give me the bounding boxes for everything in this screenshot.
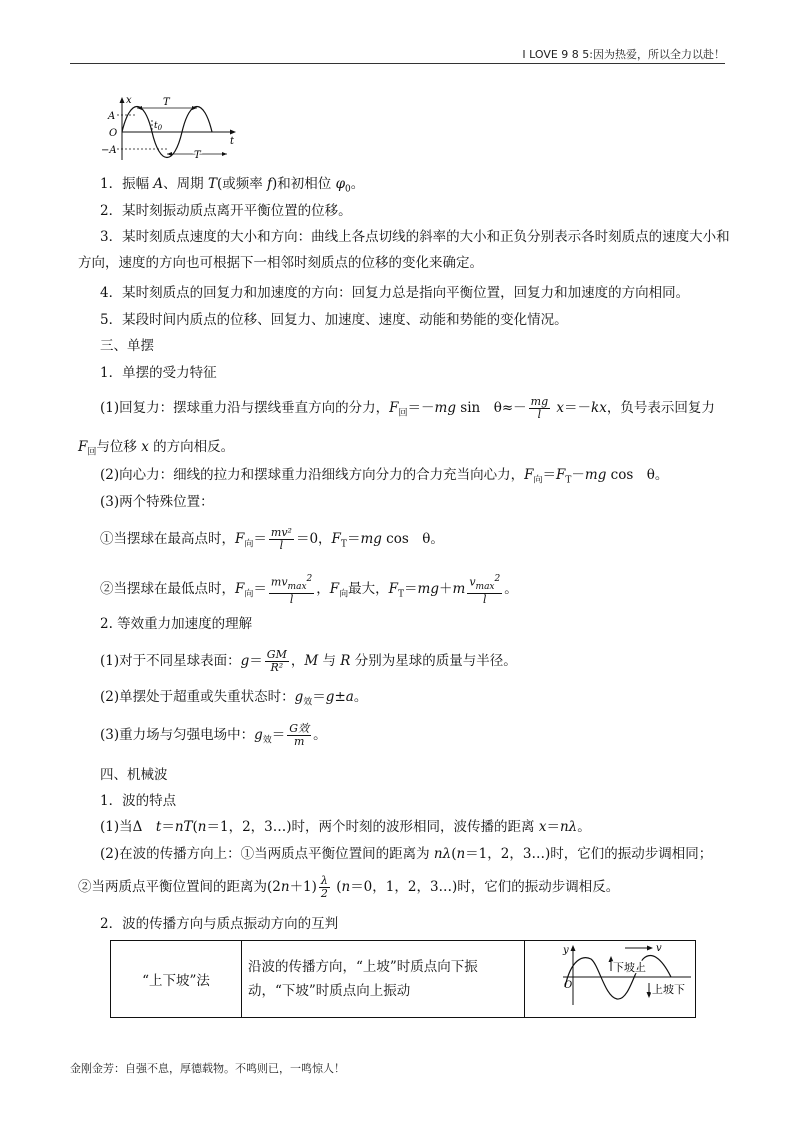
- special-positions-heading: (3)两个特殊位置：: [100, 494, 214, 510]
- fraction-vmax2-l: $\frac{v_{max}^2}{l}$: [469, 574, 501, 606]
- overweight-line: (2)单摆处于超重或失重状态时：$g_效=g\pm a$。: [100, 689, 368, 708]
- item-5: 5．某段时间内质点的位移、回复力、加速度、速度、动能和势能的变化情况。: [100, 312, 568, 328]
- figure-cell: [525, 941, 696, 1018]
- wave-fig-y-label: y: [563, 945, 569, 956]
- t0-label: $t_0$: [154, 121, 163, 132]
- fraction-mg-l: $\frac{mg}{l}$: [530, 395, 549, 421]
- header-rule: [70, 63, 725, 64]
- item-2: 2．某时刻振动质点离开平衡位置的位移。: [100, 203, 352, 219]
- amplitude-label: A: [108, 111, 116, 122]
- section-3-heading: 三、单摆: [100, 338, 154, 354]
- section-4-1-heading: 1．波的特点: [100, 793, 177, 809]
- period-label-bottom: T: [194, 150, 201, 161]
- neg-amplitude-label: −A: [101, 145, 117, 156]
- section-4-heading: 四、机械波: [100, 767, 168, 783]
- vibration-graph: [100, 94, 240, 166]
- electric-field-line: (3)重力场与匀强电场中：$g_效=$ $\frac{\text{G效}}{m}$ 。: [100, 722, 327, 748]
- page-header: I LOVE 9 8 5:因为热爱，所以全力以赴！: [522, 48, 725, 61]
- fraction-lambda-2: $\frac{\lambda}{2}$: [320, 874, 328, 900]
- wave-feature-1: (1)当Δ t＝nT(n＝1，2，3…)时，两个时刻的波形相同，波传播的距离 x＝nλ。: [100, 819, 591, 835]
- wave-feature-2-line-2: ②当两质点平衡位置间的距离为(2n＋1) $\frac{\lambda}{2}$ (n＝0，1，2，3…)时，它们的振动步调相反。: [78, 874, 620, 900]
- table-row: [111, 941, 696, 1018]
- item-1: 1．振幅 A、周期 T(或频率 f)和初相位 $\varphi_0$。: [100, 176, 365, 195]
- section-4-2-heading: 2．波的传播方向与质点振动方向的互判: [100, 916, 339, 932]
- lowest-point-line: ②当摆球在最低点时，$F_向=$ $\frac{mv_{max}^2}{l}$ ，$F_向$最大，$F_T=mg+m$ $\frac{v_{max}^2}{l}$ 。: [100, 574, 518, 606]
- page-footer: 金刚金芳：自强不息，厚德载物。不鸣则已，一鸣惊人！: [70, 1062, 345, 1075]
- wave-feature-2: (2)在波的传播方向上：①当两质点平衡位置间的距离为 nλ(n＝1，2，3…)时，它们的振动步调相同；: [100, 846, 713, 862]
- item-4: 4．某时刻质点的回复力和加速度的方向：回复力总是指向平衡位置，回复力和加速度的方向相同。: [100, 285, 690, 301]
- planet-surface-line: (1)对于不同星球表面：g＝ $\frac{GM}{\text{R²}}$ ，M 与 R 分别为星球的质量与半径。: [100, 648, 517, 674]
- wave-fig-downhill-label: 下坡上: [613, 961, 646, 974]
- origin-label: O: [109, 128, 118, 139]
- description-cell: 沿波的传播方向，“上坡”时质点向下振动，“下坡”时质点向上振动: [242, 941, 525, 1018]
- fraction-mv2-l: $\frac{\text{mv²}}{l}$: [270, 526, 292, 552]
- axis-t-label: t: [230, 136, 235, 147]
- period-label-top: T: [163, 97, 170, 108]
- wave-fig-uphill-label: 上坡下: [652, 983, 685, 996]
- centripetal-force-line: (2)向心力：细线的拉力和摆球重力沿细线方向分力的合力充当向心力，$F_向=F_T-mg$ cos θ。: [100, 467, 669, 486]
- section-3-2-heading: 2. 等效重力加速度的理解: [100, 616, 253, 632]
- wave-direction-table: [110, 940, 696, 1018]
- highest-point-line: ①当摆球在最高点时，$F_向=$ $\frac{\text{mv²}}{l}$ ＝0，$F_T=mg$ cos θ。: [100, 526, 444, 552]
- wave-slope-figure: [525, 941, 695, 1013]
- section-3-1-heading: 1．单摆的受力特征: [100, 365, 217, 381]
- axis-x-label: x: [126, 95, 132, 106]
- restoring-force-line: (1)回复力：摆球重力沿与摆线垂直方向的分力，$F_回=-mg$ sin θ≈－ $\frac{mg}{l}$ x＝－kx，负号表示回复力: [100, 395, 715, 421]
- fraction-mvmax2-l: $\frac{mv_{max}^2}{l}$: [270, 574, 313, 606]
- wave-fig-v-label: v: [656, 943, 662, 954]
- method-cell: “上下坡”法: [111, 941, 242, 1018]
- wave-fig-origin-label: O: [564, 980, 573, 991]
- fraction-g-eff-m: $\frac{\text{G效}}{m}$: [289, 722, 310, 748]
- fraction-gm-r2: $\frac{GM}{\text{R²}}$: [266, 648, 287, 674]
- item-3: 3．某时刻质点速度的大小和方向：曲线上各点切线的斜率的大小和正负分别表示各时刻质点的速度大小和方向，速度的方向也可根据下一相邻时刻质点的位移的变化来确定。: [78, 229, 730, 271]
- restoring-force-line-2: $F_回$与位移 x 的方向相反。: [78, 439, 235, 458]
